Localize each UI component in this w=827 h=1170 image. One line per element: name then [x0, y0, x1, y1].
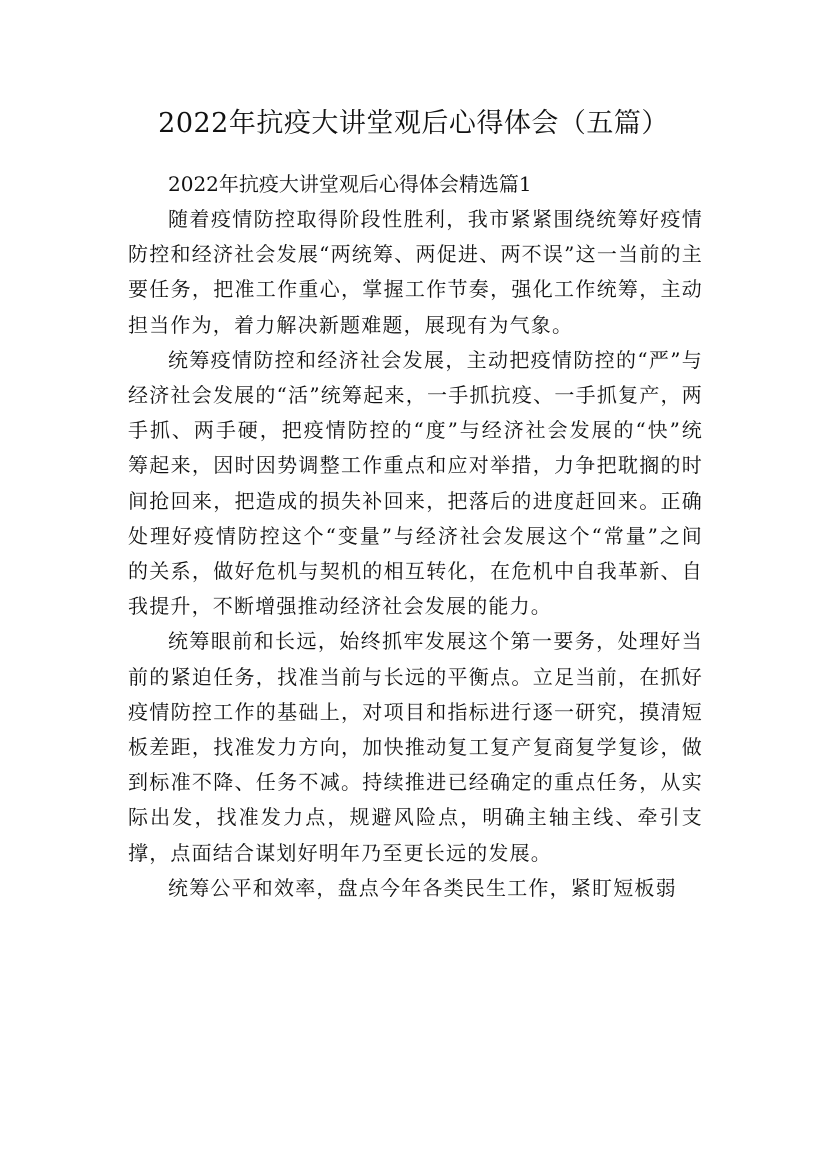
- document-title: 2022年抗疫大讲堂观后心得体会（五篇）: [158, 108, 669, 139]
- section-heading: 2022年抗疫大讲堂观后心得体会精选篇1: [168, 172, 532, 196]
- paragraph: 统筹公平和效率，盘点今年各类民生工作，紧盯短板弱: [168, 875, 677, 900]
- paragraph: 统筹疫情防控和经济社会发展，主动把疫情防控的“严”与经济社会发展的“活”统筹起来，一手抓抗疫、一手抓复产，两手抓、两手硬，把疫情防控的“度”与经济社会发展的“快”统筹起来，因时因势调整工作重点和应对举措，力争把耽搁的时间抢回来，把造成的损失补回来，把落后的进度赶回来。正确处理好疫情防控这个“变量”与经济社会发展这个“常量”之间的关系，做好危机与契机的相互转化，在危机中自我革新、自我提升，不断增强推动经济社会发展的能力。: [128, 347, 703, 619]
- paragraph: 统筹眼前和长远，始终抓牢发展这个第一要务，处理好当前的紧迫任务，找准当前与长远的平衡点。立足当前，在抓好疫情防控工作的基础上，对项目和指标进行逐一研究，摸清短板差距，找准发力方向，加快推动复工复产复商复学复诊，做到标准不降、任务不减。持续推进已经确定的重点任务，从实际出发，找准发力点，规避风险点，明确主轴主线、牵引支撑，点面结合谋划好明年乃至更长远的发展。: [128, 629, 703, 865]
- document-body: [128, 166, 703, 906]
- paragraph: 随着疫情防控取得阶段性胜利，我市紧紧围绕统筹好疫情防控和经济社会发展“两统筹、两促进、两不误”这一当前的主要任务，把准工作重心，掌握工作节奏，强化工作统筹，主动担当作为，着力解决新题难题，展现有为气象。: [128, 207, 703, 337]
